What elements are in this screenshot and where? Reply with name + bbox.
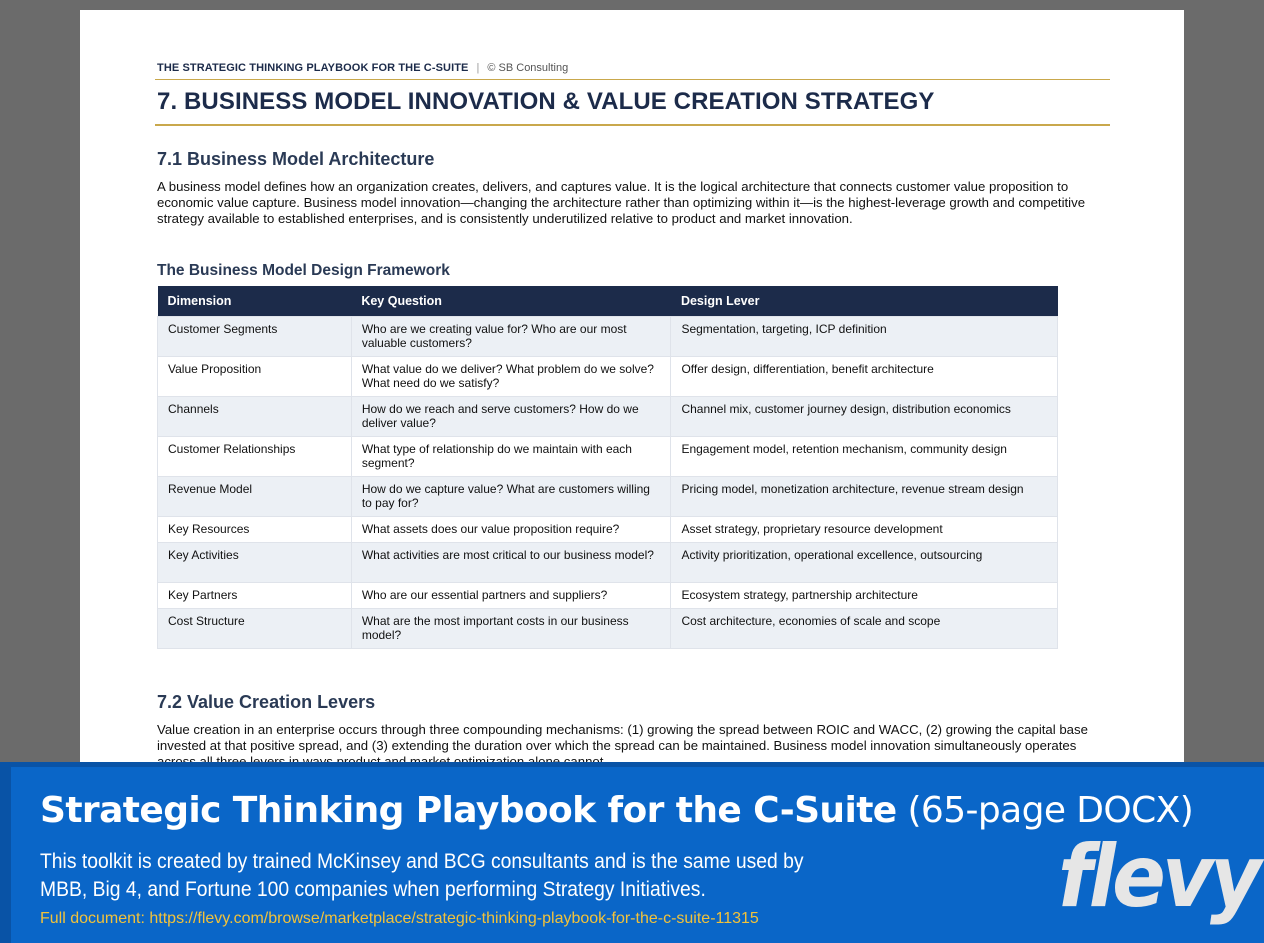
document-page [80, 10, 1184, 770]
banner-description: This toolkit is created by trained McKinsey and BCG consultants and is the same used by MBB, Big 4, and Fortune 100 companies when performing Strategy Initiatives. [40, 850, 804, 901]
promo-banner [0, 762, 1264, 943]
table-cell-design-lever: Cost architecture, economies of scale and scope [671, 608, 1058, 648]
running-header-copyright: © SB Consulting [487, 62, 569, 74]
table-cell-design-lever: Offer design, differentiation, benefit architecture [671, 356, 1058, 396]
section-heading-7-2: 7.2 Value Creation Levers [157, 692, 376, 712]
table-row [158, 542, 1058, 582]
table-header-row [158, 286, 1058, 316]
table-cell-dimension: Customer Segments [158, 316, 352, 356]
running-header [157, 62, 568, 74]
table-cell-dimension: Channels [158, 396, 352, 436]
banner-left-stripe [0, 762, 11, 943]
table-cell-design-lever: Pricing model, monetization architecture, revenue stream design [671, 476, 1058, 516]
table-cell-key-question: What type of relationship do we maintain with each segment? [351, 436, 671, 476]
table-title: The Business Model Design Framework [157, 262, 450, 279]
column-header-key-question: Key Question [351, 286, 671, 316]
framework-table [157, 286, 1058, 649]
table-row [158, 436, 1058, 476]
title-rule [155, 124, 1110, 126]
table-cell-design-lever: Ecosystem strategy, partnership architecture [671, 582, 1058, 608]
banner-title-main: Strategic Thinking Playbook for the C-Suite [40, 790, 897, 831]
table-cell-design-lever: Activity prioritization, operational excellence, outsourcing [671, 542, 1058, 582]
table-cell-dimension: Key Activities [158, 542, 352, 582]
document-link[interactable]: Full document: https://flevy.com/browse/marketplace/strategic-thinking-playbook-for-the-c-suite-11315 [40, 910, 759, 927]
table-cell-key-question: How do we reach and serve customers? How do we deliver value? [351, 396, 671, 436]
running-header-title: THE STRATEGIC THINKING PLAYBOOK FOR THE C-SUITE [157, 62, 469, 74]
table-cell-key-question: Who are our essential partners and suppliers? [351, 582, 671, 608]
banner-title [40, 790, 1193, 831]
table-cell-design-lever: Segmentation, targeting, ICP definition [671, 316, 1058, 356]
flevy-logo[interactable]: flevy [1058, 827, 1258, 927]
column-header-dimension: Dimension [158, 286, 352, 316]
banner-top-stripe [0, 762, 1264, 767]
table-cell-key-question: What activities are most critical to our business model? [351, 542, 671, 582]
table-cell-design-lever: Engagement model, retention mechanism, community design [671, 436, 1058, 476]
table-cell-design-lever: Channel mix, customer journey design, distribution economics [671, 396, 1058, 436]
column-header-design-lever: Design Lever [671, 286, 1058, 316]
running-header-separator: | [476, 62, 480, 74]
table-cell-key-question: How do we capture value? What are customers willing to pay for? [351, 476, 671, 516]
table-cell-key-question: What value do we deliver? What problem do we solve? What need do we satisfy? [351, 356, 671, 396]
table-cell-key-question: What assets does our value proposition require? [351, 516, 671, 542]
table-cell-dimension: Revenue Model [158, 476, 352, 516]
table-row [158, 396, 1058, 436]
table-cell-design-lever: Asset strategy, proprietary resource development [671, 516, 1058, 542]
table-cell-dimension: Customer Relationships [158, 436, 352, 476]
table-cell-dimension: Key Partners [158, 582, 352, 608]
section-7-1-paragraph: A business model defines how an organization creates, delivers, and captures value. It is the logical architecture that connects customer value proposition to economic value capture. Business model innovation—changing the architecture rather than optimizing within it—is the highest-leverage growth and competitive strategy available to established enterprises, and is consistently underutilized relative to product and market innovation. [157, 179, 1086, 226]
chapter-title: 7. BUSINESS MODEL INNOVATION & VALUE CREATION STRATEGY [157, 88, 935, 115]
table-row [158, 476, 1058, 516]
table-row [158, 316, 1058, 356]
table-row [158, 356, 1058, 396]
table-cell-key-question: What are the most important costs in our business model? [351, 608, 671, 648]
banner-title-sub: (65-page DOCX) [907, 790, 1194, 831]
table-row [158, 582, 1058, 608]
table-row [158, 516, 1058, 542]
table-cell-dimension: Value Proposition [158, 356, 352, 396]
section-heading-7-1: 7.1 Business Model Architecture [157, 149, 435, 169]
header-rule [155, 79, 1110, 80]
table-cell-dimension: Cost Structure [158, 608, 352, 648]
table-cell-key-question: Who are we creating value for? Who are our most valuable customers? [351, 316, 671, 356]
section-7-2-paragraph: Value creation in an enterprise occurs through three compounding mechanisms: (1) growing the spread between ROIC and WACC, (2) growing the capital base invested at that positive spread, and (3) extending the duration over which the spread can be maintained. Business model innovation simultaneously operates [157, 722, 1088, 753]
table-row [158, 608, 1058, 648]
table-cell-dimension: Key Resources [158, 516, 352, 542]
